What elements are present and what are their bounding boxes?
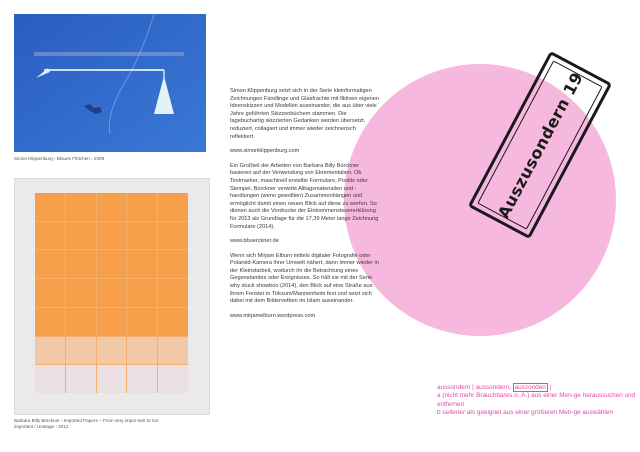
artwork-orange-grid-image [14, 178, 210, 415]
sense-b-marker: b [437, 409, 441, 417]
paragraph-klippenburg: Simon Klippenburg setzt sich in der Serie kleinformatigen Zeichnungen Fündlinge und Glasfrachte mit fiktiven eigenen Ideenskizzen und Modellen auseinander, die aus über viele Jahre geführten Skizzenbüchern stammen. Die tagebuchartig skizzierten Gedanken werden übersetzt, reduziert, collagiert und immer wieder zeichnerisch reflektiert. [230, 88, 379, 140]
link-klippenburg[interactable]: www.simonklippenburg.com [230, 148, 300, 155]
definition-sense-b [437, 409, 637, 417]
paragraph-elburn: Wenn sich Mirjam Elburn mittels digitaler Fotografie oder Polaroid-Kamera ihrer Umwelt nähert, dann immer wieder in der Kleinstarbeit, wodurch ihr die Betrachtung eines Gegenstandes oder Ereignisses. So hält sie mit der Serie why stuck showboo (2014), den Blick auf eine Straße aus ihrem Fenster in Tirksum/Mannenheim fest und setzt sich dabei mit dem Bildervetben im Islam auseinander. [230, 252, 379, 305]
headword-boxed: auszonden [514, 384, 546, 391]
dictionary-definition [437, 384, 637, 418]
post-it-grid [35, 193, 188, 393]
definition-sense-a: a (nicht mehr Brauchbares o. Ä.) aus einer Men-ge heraussuchen und entfernen [437, 392, 636, 408]
sense-b-qualifier: seltener [442, 409, 466, 417]
link-elburn[interactable]: www.mirjamelburn.wordpress.com [230, 312, 316, 319]
headword-variants: aussondern | aussondern, [437, 384, 511, 391]
sense-b-text: als geeignet aus einer größeren Men-ge auswählen [466, 409, 613, 417]
artwork-blue-image [14, 14, 206, 152]
stamp-text: Auszusondern 19 [493, 68, 587, 222]
paragraph-buerckner: Ein Großteil der Arbeiten von Barbara Billy Bürckner basieren auf der Verwendung von Ekrementalien. Ob Textmarker, maschinell erstellte Formulare, Postits oder Stempel, Bürckner verwirkt Alltagsmaterialien und -handlungen (wenn gewollten) Zusammenhängen und ermöglicht damit einen neuen Blick auf diese zu werfen. So dienen auch die Vordrucke der Einkommensteuererklärung für 2013 als Grundlage für die 17,39 Meter lange Zeichnung Formulare (2014). [230, 162, 379, 230]
link-buerckner[interactable]: www.bbuerckner.de [230, 238, 279, 245]
article-column [230, 88, 380, 327]
artwork-drawing [14, 14, 206, 152]
bottom-image-caption: Barbara Billy Bürckner › Imported Papers – From very impor-tant to not important / Unstage › 2012 [14, 418, 159, 429]
top-image-caption: Simon Klippenburg › Blaues Flötchen › 2009 [14, 156, 105, 161]
headword-separator: | [549, 384, 552, 391]
